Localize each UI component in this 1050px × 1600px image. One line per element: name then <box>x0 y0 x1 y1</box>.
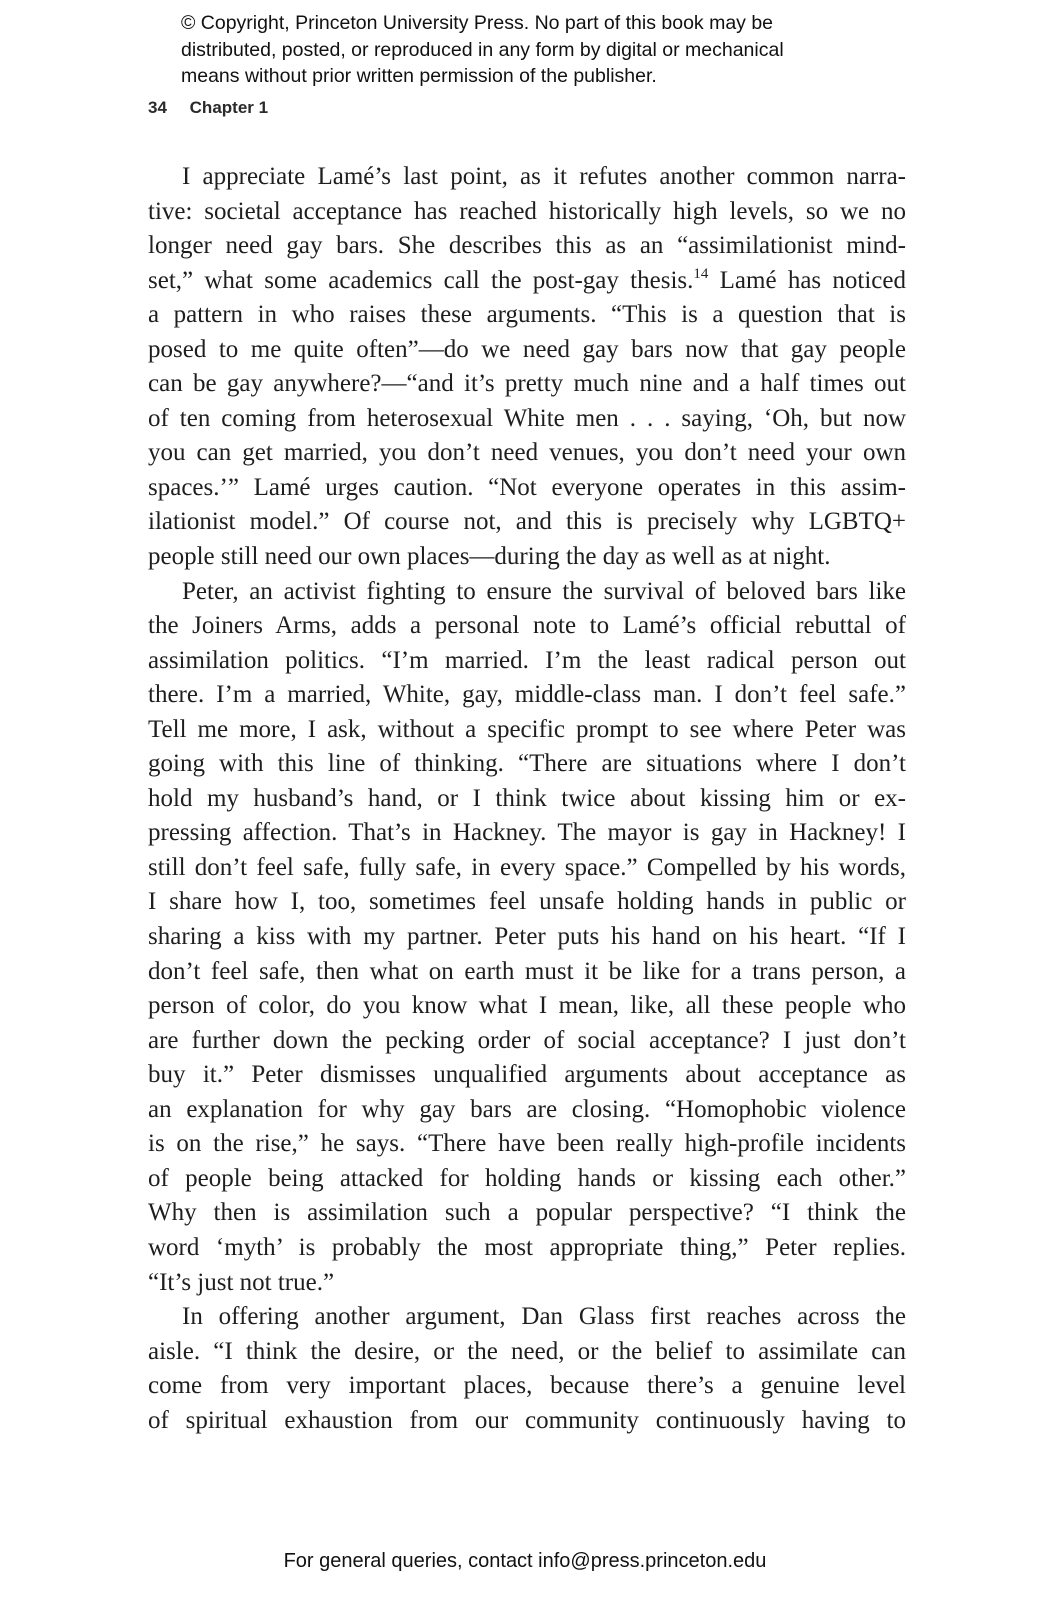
text-line: still don’t feel safe, fully safe, in every space.” Compelled by his words, <box>148 853 906 881</box>
running-head <box>148 98 268 118</box>
text-line: an explanation for why gay bars are closing. “Homophobic violence <box>148 1095 906 1123</box>
text-line: longer need gay bars. She describes this as an “assimilationist mind- <box>148 232 906 260</box>
copyright-line: distributed, posted, or reproduced in any form by digital or mechanical <box>181 38 784 61</box>
text-line: ilationist model.” Of course not, and this is precisely why LGBTQ+ <box>148 508 906 536</box>
text-line: is on the rise,” he says. “There have been really high-profile incidents <box>148 1130 906 1158</box>
text-line: people still need our own places—during the day as well as at night. <box>148 543 831 571</box>
copyright-notice <box>181 10 901 90</box>
text-line: posed to me quite often”—do we need gay bars now that gay people <box>148 335 906 363</box>
page-number: 34 <box>148 98 167 117</box>
text-line: are further down the pecking order of social acceptance? I just don’t <box>148 1026 906 1054</box>
text-line: you can get married, you don’t need venues, you don’t need your own <box>148 439 906 467</box>
text-line: going with this line of thinking. “There are situations where I don’t <box>148 750 906 778</box>
chapter-title: Chapter 1 <box>189 98 269 117</box>
text-line: I share how I, too, sometimes feel unsafe holding hands in public or <box>148 888 906 916</box>
text-line: there. I’m a married, White, gay, middle-class man. I don’t feel safe.” <box>148 681 906 709</box>
text-line: of ten coming from heterosexual White men . . . saying, ‘Oh, but now <box>148 404 906 432</box>
text-line: tive: societal acceptance has reached historically high levels, so we no <box>148 197 906 225</box>
text-line: assimilation politics. “I’m married. I’m the least radical person out <box>148 646 906 674</box>
text-line: aisle. “I think the desire, or the need, or the belief to assimilate can <box>148 1337 906 1365</box>
text-line: spaces.’” Lamé urges caution. “Not everyone operates in this assim- <box>148 473 906 501</box>
text-line: pressing affection. That’s in Hackney. The mayor is gay in Hackney! I <box>148 819 906 847</box>
text-line: I appreciate Lamé’s last point, as it refutes another common narra- <box>182 163 906 190</box>
text-segment: Lamé has noticed <box>708 266 906 294</box>
body-text <box>148 160 906 1438</box>
text-segment: set,” what some academics call the post-gay thesis. <box>148 266 694 294</box>
text-line: of spiritual exhaustion from our community continuously having to <box>148 1406 906 1434</box>
paragraph <box>148 1300 906 1438</box>
text-line <box>148 264 906 299</box>
text-line: come from very important places, because there’s a genuine level <box>148 1372 906 1400</box>
text-line: sharing a kiss with my partner. Peter puts his hand on his heart. “If I <box>148 923 906 951</box>
text-line: hold my husband’s hand, or I think twice about kissing him or ex- <box>148 784 906 812</box>
text-line: person of color, do you know what I mean, like, all these people who <box>148 992 906 1020</box>
paragraph <box>148 160 906 575</box>
text-line: Tell me more, I ask, without a specific prompt to see where Peter was <box>148 715 906 743</box>
text-line: “It’s just not true.” <box>148 1268 335 1296</box>
text-line: word ‘myth’ is probably the most appropriate thing,” Peter replies. <box>148 1233 906 1261</box>
text-line: don’t feel safe, then what on earth must it be like for a trans person, a <box>148 957 906 985</box>
text-line: In offering another argument, Dan Glass first reaches across the <box>182 1303 906 1331</box>
text-line: Why then is assimilation such a popular perspective? “I think the <box>148 1199 906 1227</box>
text-line: the Joiners Arms, adds a personal note to Lamé’s official rebuttal of <box>148 612 906 640</box>
text-line: a pattern in who raises these arguments. “This is a question that is <box>148 301 906 329</box>
footnote-reference[interactable]: 14 <box>693 265 709 282</box>
copyright-line: means without prior written permission of the publisher. <box>181 65 657 87</box>
text-line: of people being attacked for holding hands or kissing each other.” <box>148 1164 906 1192</box>
text-line: Peter, an activist fighting to ensure the survival of beloved bars like <box>182 577 906 605</box>
text-line: can be gay anywhere?—“and it’s pretty much nine and a half times out <box>148 370 906 398</box>
paragraph <box>148 575 906 1300</box>
copyright-line: © Copyright, Princeton University Press. No part of this book may be <box>181 12 774 34</box>
footer-contact: For general queries, contact info@press.princeton.edu <box>283 1550 767 1572</box>
text-line: buy it.” Peter dismisses unqualified arguments about acceptance as <box>148 1061 906 1089</box>
